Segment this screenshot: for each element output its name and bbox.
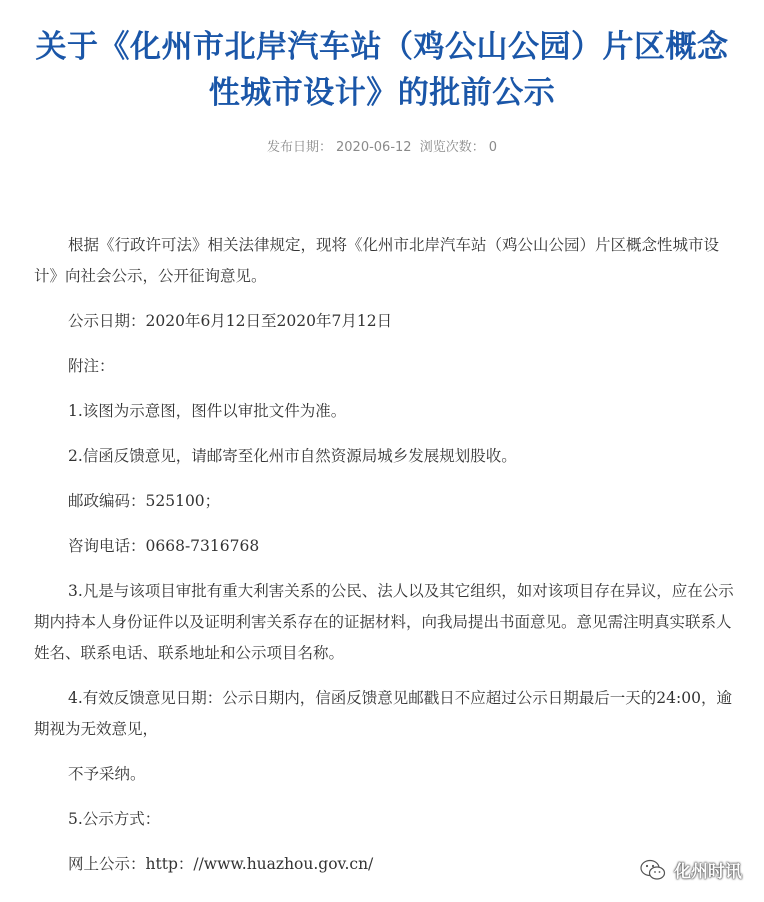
page-title xyxy=(0,24,764,116)
paragraph-note-4: 4.有效反馈意见日期：公示日期内，信函反馈意见邮戳日不应超过公示日期最后一天的24:00，逾期视为无效意见， xyxy=(34,689,732,738)
publish-date: 2020-06-12 xyxy=(336,140,412,155)
paragraph-note-1: 1.该图为示意图，图件以审批文件为准。 xyxy=(68,402,347,420)
article-meta xyxy=(0,136,764,155)
views-count: 0 xyxy=(488,140,497,155)
watermark xyxy=(640,857,742,882)
paragraph-phone: 咨询电话：0668-7316768 xyxy=(68,537,260,555)
paragraph-intro: 根据《行政许可法》相关法律规定，现将《化州市北岸汽车站（鸡公山公园）片区概念性城市设计》向社会公示，公开征询意见。 xyxy=(34,236,720,285)
watermark-text: 化州时讯 xyxy=(674,862,742,882)
paragraph-reject: 不予采纳。 xyxy=(68,765,146,783)
page-title-line-2: 性城市设计》的批前公示 xyxy=(208,75,556,111)
page-title-line-1: 关于《化州市北岸汽车站（鸡公山公园）片区概念 xyxy=(35,29,729,65)
paragraph-notes-heading: 附注： xyxy=(68,357,115,375)
paragraph-note-2: 2.信函反馈意见，请邮寄至化州市自然资源局城乡发展规划股收。 xyxy=(68,447,517,465)
paragraph-dates: 公示日期：2020年6月12日至2020年7月12日 xyxy=(68,312,393,330)
paragraph-note-3: 3.凡是与该项目审批有重大利害关系的公民、法人以及其它组织，如对该项目存在异议，应在公示期内持本人身份证件以及证明利害关系存在的证据材料，向我局提出书面意见。意见需注明真实联系人姓名、联系电话、联系地址和公示项目名称。 xyxy=(34,582,734,662)
wechat-icon xyxy=(640,859,666,881)
paragraph-postcode: 邮政编码：525100； xyxy=(68,492,221,510)
publish-date-label: 发布日期： xyxy=(266,140,332,155)
paragraph-note-5: 5.公示方式： xyxy=(68,810,161,828)
views-label: 浏览次数： xyxy=(419,140,485,155)
paragraph-website[interactable]: 网上公示：http：//www.huazhou.gov.cn/ xyxy=(68,855,374,873)
article-body xyxy=(34,230,734,894)
